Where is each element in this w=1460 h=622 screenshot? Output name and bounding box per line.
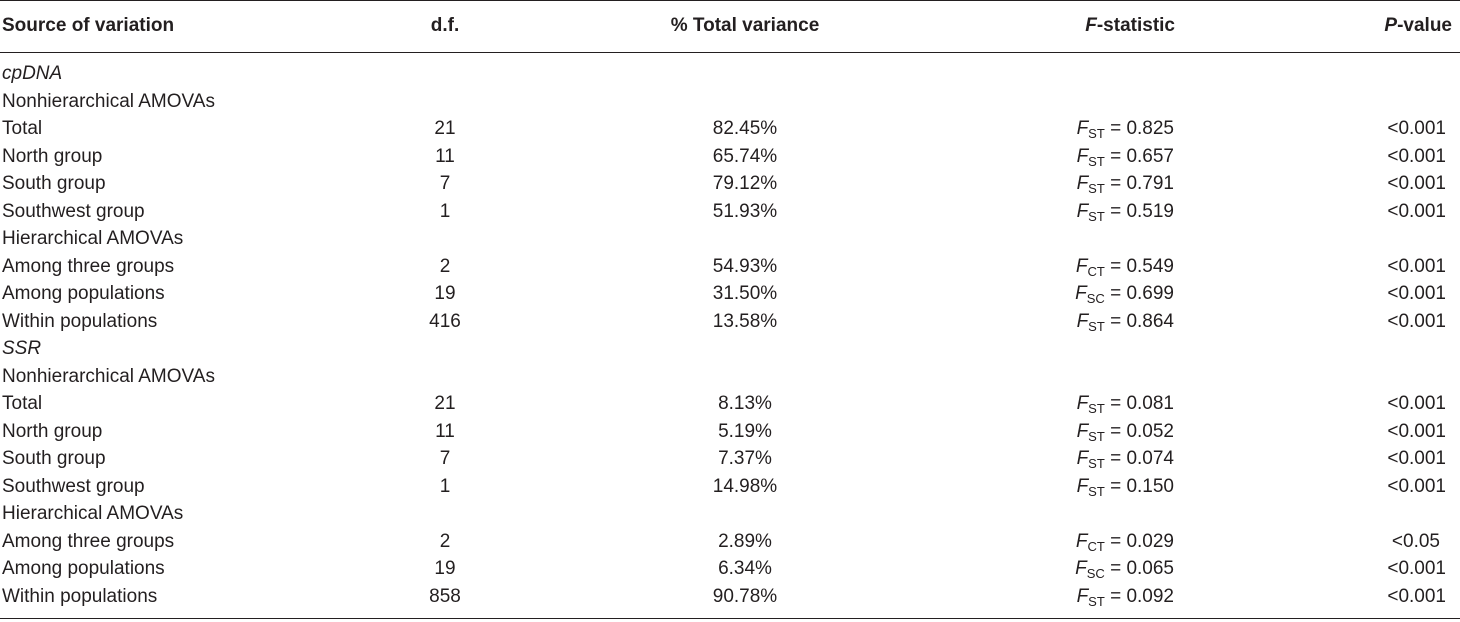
f-symbol: F (1076, 448, 1089, 469)
row-pvalue: <0.001 (1387, 393, 1446, 414)
row-variance: 90.78% (712, 585, 778, 607)
group-row (0, 88, 1460, 116)
row-fstatistic (1000, 253, 1174, 281)
row-fstatistic (1000, 583, 1174, 611)
f-value: = 0.150 (1104, 475, 1174, 497)
row-df: 1 (439, 475, 451, 497)
row-source: Among populations (2, 283, 165, 304)
row-fstatistic (1000, 473, 1174, 501)
f-subscript: ST (1088, 153, 1105, 169)
row-source: Within populations (2, 310, 158, 332)
f-subscript: SC (1086, 566, 1105, 581)
f-symbol: F (1075, 283, 1087, 304)
table-row (0, 170, 1460, 198)
f-subscript: ST (1088, 181, 1105, 196)
f-symbol: F (1075, 530, 1088, 552)
group-label: Hierarchical AMOVAs (2, 228, 184, 249)
f-symbol: F (1076, 393, 1089, 414)
table-row (0, 473, 1460, 501)
row-variance: 5.19% (718, 420, 772, 442)
row-variance: 54.93% (712, 255, 778, 277)
table-header-row (0, 0, 1460, 52)
section-label: SSR (2, 338, 42, 359)
table-row (0, 198, 1460, 226)
row-pvalue: <0.001 (1387, 118, 1446, 139)
section-row (0, 60, 1460, 88)
row-source: Among three groups (2, 530, 175, 552)
row-source: South group (2, 173, 106, 194)
f-subscript: ST (1088, 428, 1105, 444)
row-pvalue: <0.001 (1387, 145, 1446, 167)
f-subscript: CT (1087, 263, 1105, 279)
row-variance: 13.58% (712, 310, 778, 332)
f-subscript: SC (1086, 291, 1105, 306)
row-variance: 82.45% (712, 118, 778, 139)
f-symbol: F (1075, 558, 1087, 579)
row-pvalue: <0.001 (1387, 255, 1446, 277)
table-row (0, 555, 1460, 583)
row-source: Total (2, 393, 43, 414)
row-df: 11 (435, 420, 455, 442)
row-pvalue: <0.001 (1387, 283, 1446, 304)
row-df: 858 (429, 585, 461, 607)
row-source: South group (2, 448, 106, 469)
f-symbol: F (1076, 173, 1089, 194)
row-fstatistic (1000, 528, 1174, 556)
row-source: Among populations (2, 558, 165, 579)
row-df: 2 (439, 530, 451, 552)
f-symbol: F (1076, 310, 1089, 332)
row-source: North group (2, 145, 103, 167)
table-row (0, 445, 1460, 473)
table-row (0, 528, 1460, 556)
f-subscript: ST (1088, 208, 1105, 224)
section-label: cpDNA (2, 63, 63, 84)
header-variance: % Total variance (670, 15, 820, 36)
row-df: 2 (439, 255, 451, 277)
header-rule (0, 52, 1460, 53)
row-fstatistic (1000, 418, 1174, 446)
f-symbol: F (1076, 200, 1089, 222)
f-symbol: F (1075, 255, 1088, 277)
f-value: = 0.074 (1104, 448, 1174, 469)
f-value: = 0.519 (1104, 200, 1174, 222)
row-source: North group (2, 420, 103, 442)
header-pvalue-symbol: P (1384, 15, 1398, 36)
row-fstatistic (1000, 115, 1174, 143)
f-subscript: CT (1087, 538, 1105, 554)
row-source: Southwest group (2, 200, 145, 222)
f-value: = 0.092 (1104, 585, 1174, 607)
f-subscript: ST (1088, 126, 1105, 141)
group-label: Nonhierarchical AMOVAs (2, 90, 215, 112)
row-pvalue: <0.05 (1391, 530, 1440, 552)
row-df: 21 (434, 393, 456, 414)
table-row (0, 115, 1460, 143)
row-fstatistic (1000, 170, 1174, 198)
row-pvalue: <0.001 (1387, 310, 1446, 332)
row-fstatistic (1000, 143, 1174, 171)
row-variance: 51.93% (712, 200, 778, 222)
row-source: Total (2, 118, 43, 139)
row-df: 1 (439, 200, 451, 222)
row-pvalue: <0.001 (1387, 420, 1446, 442)
header-source: Source of variation (2, 15, 175, 36)
f-value: = 0.029 (1104, 530, 1174, 552)
row-fstatistic (1000, 308, 1174, 336)
f-value: = 0.052 (1104, 420, 1174, 442)
table-row (0, 308, 1460, 336)
f-value: = 0.065 (1104, 558, 1174, 579)
f-value: = 0.657 (1104, 145, 1174, 167)
group-row (0, 363, 1460, 391)
row-variance: 6.34% (718, 558, 772, 579)
group-label: Nonhierarchical AMOVAs (2, 365, 215, 387)
header-fstatistic (1000, 0, 1175, 52)
row-df: 19 (434, 283, 456, 304)
row-df: 21 (434, 118, 456, 139)
f-subscript: ST (1088, 483, 1105, 499)
section-row (0, 335, 1460, 363)
row-df: 11 (435, 145, 455, 167)
row-source: Within populations (2, 585, 158, 607)
f-subscript: ST (1088, 456, 1105, 471)
row-pvalue: <0.001 (1387, 475, 1446, 497)
table-row (0, 280, 1460, 308)
row-variance: 79.12% (712, 173, 778, 194)
f-symbol: F (1076, 420, 1089, 442)
row-pvalue: <0.001 (1387, 585, 1446, 607)
group-row (0, 225, 1460, 253)
f-subscript: ST (1088, 593, 1105, 609)
row-df: 7 (439, 448, 451, 469)
f-symbol: F (1076, 145, 1089, 167)
row-variance: 7.37% (718, 448, 772, 469)
row-variance: 2.89% (718, 530, 772, 552)
row-pvalue: <0.001 (1387, 173, 1446, 194)
f-value: = 0.549 (1104, 255, 1174, 277)
row-pvalue: <0.001 (1387, 200, 1446, 222)
f-value: = 0.699 (1104, 283, 1174, 304)
header-pvalue (1280, 0, 1452, 52)
f-symbol: F (1076, 118, 1089, 139)
group-label: Hierarchical AMOVAs (2, 503, 184, 524)
table-row (0, 390, 1460, 418)
row-variance: 14.98% (712, 475, 778, 497)
row-variance: 31.50% (712, 283, 778, 304)
header-fstatistic-rest: -statistic (1096, 15, 1175, 36)
row-df: 7 (439, 173, 451, 194)
f-value: = 0.081 (1104, 393, 1174, 414)
table-bottom-rule (0, 618, 1460, 619)
f-symbol: F (1076, 475, 1089, 497)
table-row (0, 253, 1460, 281)
header-df: d.f. (430, 15, 460, 36)
header-fstatistic-symbol: F (1085, 15, 1097, 36)
group-row (0, 500, 1460, 528)
f-symbol: F (1076, 585, 1089, 607)
row-fstatistic (1000, 198, 1174, 226)
table-row (0, 143, 1460, 171)
table-body (0, 60, 1460, 610)
f-value: = 0.825 (1104, 118, 1174, 139)
f-value: = 0.864 (1104, 310, 1174, 332)
row-fstatistic (1000, 280, 1174, 308)
f-subscript: ST (1088, 401, 1105, 416)
row-variance: 65.74% (712, 145, 778, 167)
row-df: 416 (429, 310, 461, 332)
row-pvalue: <0.001 (1387, 558, 1446, 579)
table-row (0, 418, 1460, 446)
row-variance: 8.13% (718, 393, 772, 414)
table-row (0, 583, 1460, 611)
row-fstatistic (1000, 445, 1174, 473)
header-pvalue-rest: -value (1397, 15, 1452, 36)
row-df: 19 (434, 558, 456, 579)
f-subscript: ST (1088, 318, 1105, 334)
row-fstatistic (1000, 555, 1174, 583)
row-fstatistic (1000, 390, 1174, 418)
row-pvalue: <0.001 (1387, 448, 1446, 469)
f-value: = 0.791 (1104, 173, 1174, 194)
row-source: Among three groups (2, 255, 175, 277)
row-source: Southwest group (2, 475, 145, 497)
